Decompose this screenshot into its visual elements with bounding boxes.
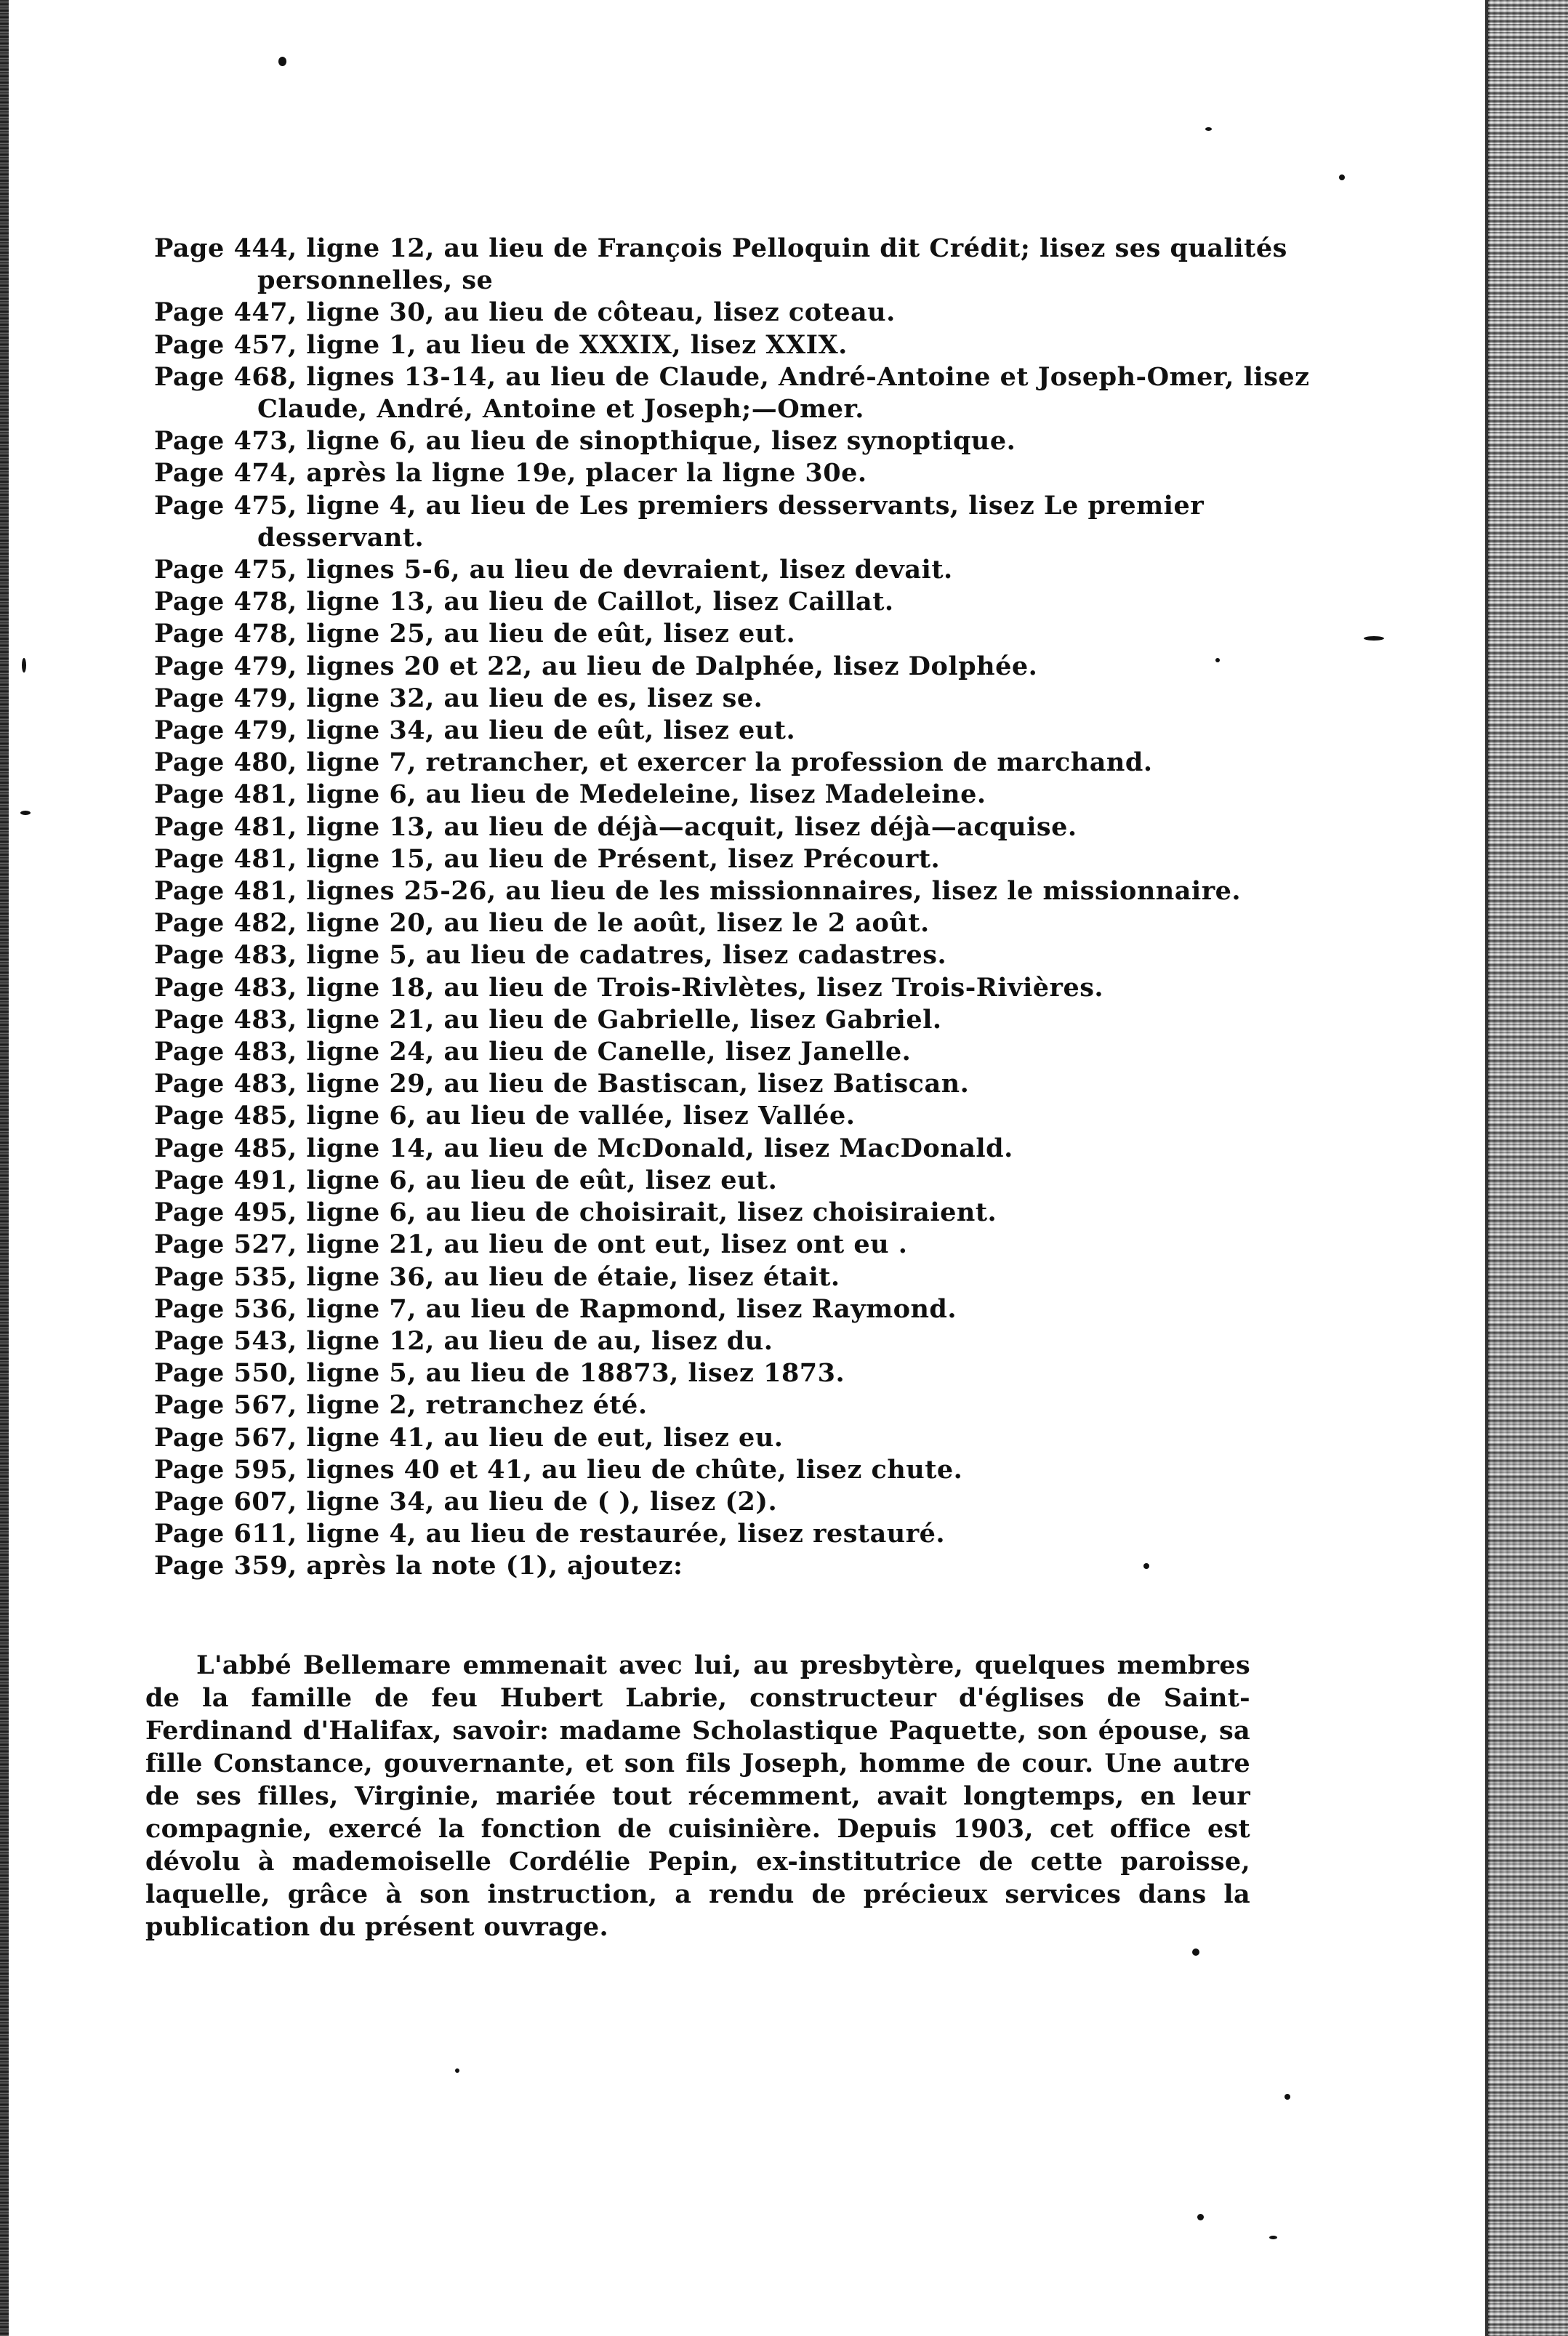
errata-item: Page 473, ligne 6, au lieu de sinopthique, lisez synoptique.	[154, 426, 1016, 457]
errata-item: Page 481, lignes 25-26, au lieu de les missionnaires, lisez le missionnaire.	[154, 876, 1242, 907]
errata-item: Page 481, ligne 13, au lieu de déjà—acquit, lisez déjà—acquise.	[154, 811, 1077, 842]
scan-speck	[1197, 2214, 1204, 2220]
errata-item: Page 481, ligne 6, au lieu de Medeleine, lisez Madeleine.	[154, 779, 986, 810]
addendum-paragraph: L'abbé Bellemare emmenait avec lui, au presbytère, quelques membres de la famille de feu Hubert Labrie, constructeur d'églises de Saint-Ferdinand d'Halifax, savoir: madame Scholastique Paquette, son épouse, sa fille Constance, gouvernante, et son fils Joseph, homme de cour. Une autre de ses filles, Virginie, mariée tout récemment, avait longtemps, en leur compagnie, exercé la fonction de cuisinière. Depuis 1903, cet office est dévolu à mademoiselle Cordélie Pepin, ex-institutrice de cette paroisse, laquelle, grâce à son instruction, a rendu de précieux services dans la publication du présent ouvrage.	[145, 1650, 1250, 1942]
errata-item: Page 447, ligne 30, au lieu de côteau, lisez coteau.	[154, 297, 896, 328]
errata-item: Page 483, ligne 29, au lieu de Bastiscan, lisez Batiscan.	[154, 1069, 970, 1099]
errata-item: Page 550, ligne 5, au lieu de 18873, lisez 1873.	[154, 1358, 845, 1389]
scan-speck	[455, 2068, 459, 2073]
errata-item: Page 479, lignes 20 et 22, au lieu de Dalphée, lisez Dolphée.	[154, 651, 1038, 681]
errata-item: Page 535, ligne 36, au lieu de étaie, lisez était.	[154, 1261, 840, 1292]
errata-item: Page 527, ligne 21, au lieu de ont eut, lisez ont eu .	[154, 1229, 908, 1260]
scan-speck	[1269, 2236, 1277, 2239]
errata-item: Page 483, ligne 24, au lieu de Canelle, lisez Janelle.	[154, 1037, 912, 1067]
scan-speck	[20, 811, 31, 815]
errata-item: Page 475, ligne 4, au lieu de Les premiers desservants, lisez Le premier desservant.	[154, 490, 1205, 553]
scan-speck	[1205, 127, 1212, 131]
errata-item: Page 483, ligne 18, au lieu de Trois-Rivlètes, lisez Trois-Rivières.	[154, 972, 1104, 1003]
errata-item: Page 457, ligne 1, au lieu de XXXIX, lisez XXIX.	[154, 329, 848, 360]
scan-speck	[1192, 1948, 1199, 1956]
errata-item: Page 478, ligne 25, au lieu de eût, lisez eut.	[154, 619, 796, 649]
errata-item: Page 491, ligne 6, au lieu de eût, lisez eut.	[154, 1165, 778, 1195]
errata-list	[154, 233, 1317, 1583]
scan-speck	[22, 658, 26, 673]
errata-item: Page 483, ligne 5, au lieu de cadatres, lisez cadastres.	[154, 940, 947, 971]
errata-item: Page 481, ligne 15, au lieu de Présent, lisez Précourt.	[154, 843, 941, 874]
errata-item: Page 607, ligne 34, au lieu de ( ), lisez (2).	[154, 1486, 778, 1517]
errata-item: Page 474, après la ligne 19e, placer la ligne 30e.	[154, 458, 867, 489]
scan-left-edge	[0, 0, 9, 2336]
errata-item: Page 485, ligne 6, au lieu de vallée, lisez Vallée.	[154, 1101, 856, 1131]
errata-item: Page 479, ligne 32, au lieu de es, lisez se.	[154, 683, 763, 713]
errata-item: Page 567, ligne 2, retranchez été.	[154, 1390, 648, 1421]
scan-speck	[1284, 2094, 1290, 2100]
scan-speck	[278, 57, 286, 66]
errata-item: Page 482, ligne 20, au lieu de le août, lisez le 2 août.	[154, 908, 930, 939]
errata-item: Page 485, ligne 14, au lieu de McDonald, lisez MacDonald.	[154, 1133, 1013, 1163]
errata-item: Page 536, ligne 7, au lieu de Rapmond, lisez Raymond.	[154, 1293, 957, 1324]
errata-item: Page 479, ligne 34, au lieu de eût, lisez eut.	[154, 715, 796, 746]
errata-item: Page 567, ligne 41, au lieu de eut, lisez eu.	[154, 1422, 784, 1453]
errata-item: Page 475, lignes 5-6, au lieu de devraient, lisez devait.	[154, 555, 953, 585]
errata-item: Page 468, lignes 13-14, au lieu de Claude, André-Antoine et Joseph-Omer, lisez Claude, André, Antoine et Joseph;—Omer.	[154, 361, 1310, 425]
errata-item: Page 478, ligne 13, au lieu de Caillot, lisez Caillat.	[154, 587, 894, 617]
errata-item: Page 543, ligne 12, au lieu de au, lisez du.	[154, 1325, 773, 1356]
errata-item: Page 495, ligne 6, au lieu de choisirait, lisez choisiraient.	[154, 1197, 997, 1228]
errata-item: Page 611, ligne 4, au lieu de restaurée, lisez restauré.	[154, 1519, 946, 1549]
errata-item: Page 444, ligne 12, au lieu de François Pelloquin dit Crédit; lisez ses qualités personnelles, se	[154, 233, 1287, 296]
scan-speck	[1339, 174, 1345, 180]
errata-item: Page 595, lignes 40 et 41, au lieu de chûte, lisez chute.	[154, 1454, 963, 1485]
scan-right-edge	[1488, 0, 1568, 2336]
errata-item: Page 359, après la note (1), ajoutez:	[154, 1551, 683, 1581]
scan-speck	[1364, 636, 1384, 641]
errata-item: Page 483, ligne 21, au lieu de Gabrielle, lisez Gabriel.	[154, 1004, 942, 1035]
errata-item: Page 480, ligne 7, retrancher, et exercer la profession de marchand.	[154, 747, 1153, 778]
